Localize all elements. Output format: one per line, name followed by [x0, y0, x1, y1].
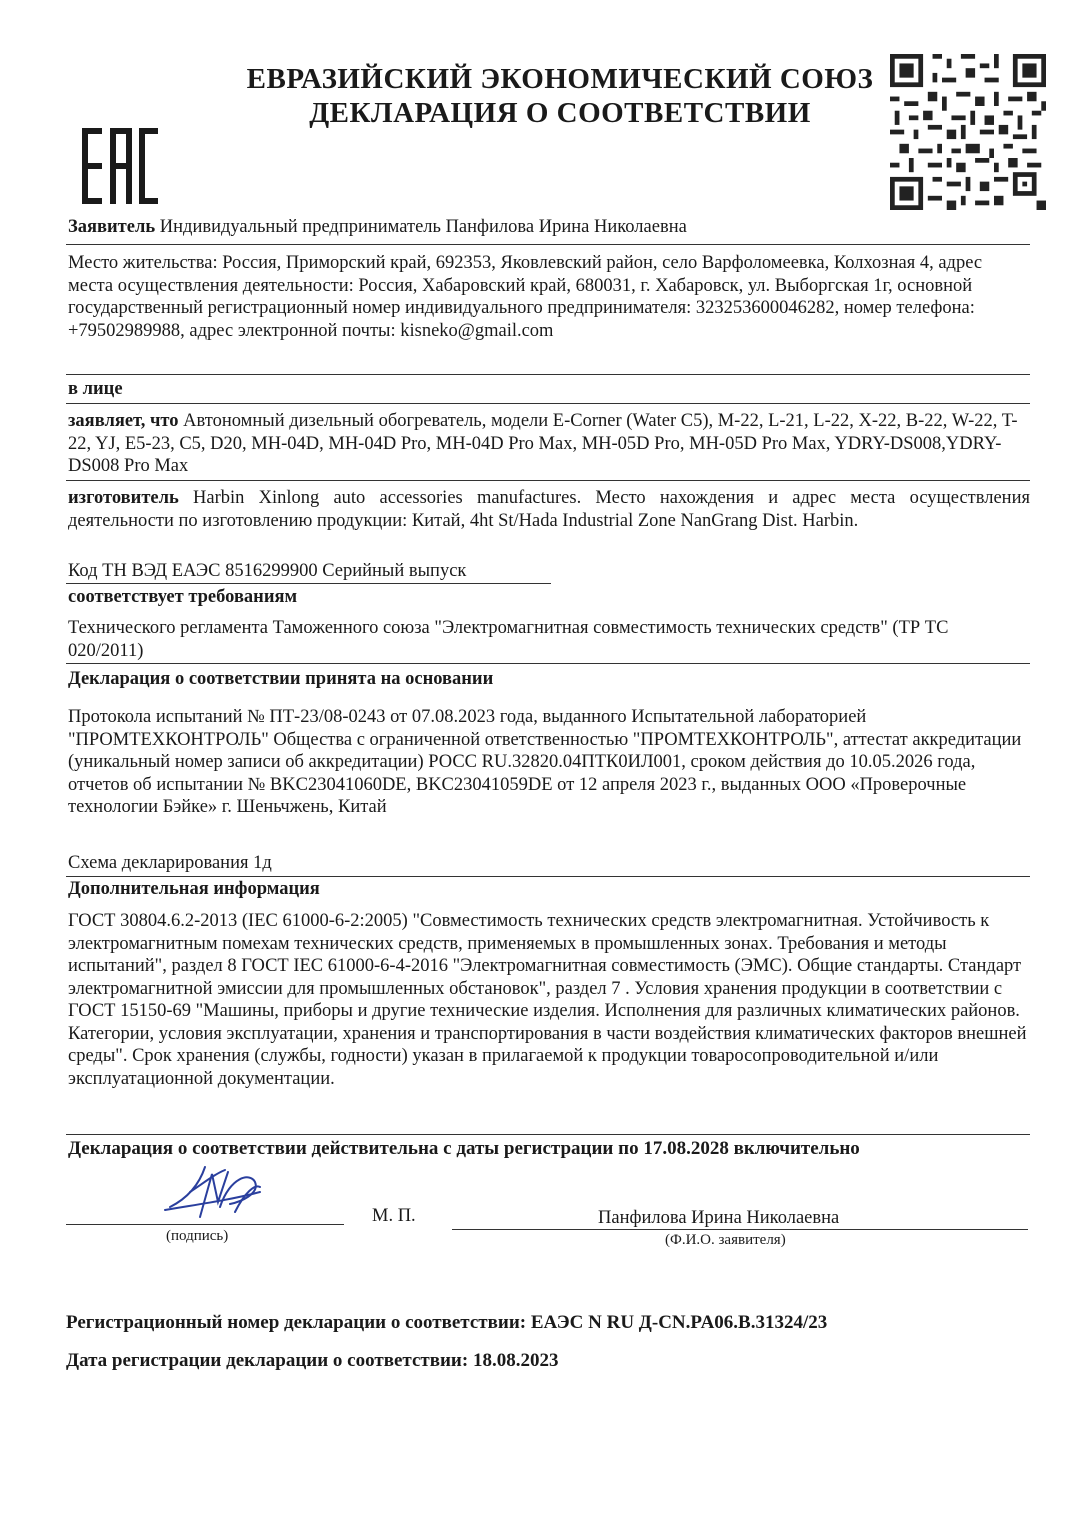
in-person-label: в лице — [68, 379, 123, 399]
declares-text: Автономный дизельный обогреватель, модели E-Corner (Water C5), M-22, L-21, L-22, X-22, B-22, W-22, T-22, YJ, E5-23, C5, D20, MH-04D, MH-04D Pro, MH-04D Pro Max, MH-05D Pro, MH-05D Pro Max, YDRY-DS008,YDRY-DS008 Pro Max — [68, 411, 1018, 476]
scheme-line: Схема декларирования 1д — [68, 853, 272, 873]
declares-block — [68, 410, 1030, 478]
applicant-address: Место жительства: Россия, Приморский край, 692353, Яковлевский район, село Варфоломеевка, Колхозная 4, адрес места осуществления деятельности: Россия, Хабаровский край, 680031, г. Хабаровск, ул. Выборгская 1г, основной государственный регистрационный номер индивидуального предпринимателя: 323253600046282, номер телефона: +79502989988, адрес электронной почты: kisneko@gmail.com — [68, 253, 983, 341]
divider — [66, 374, 1030, 375]
manufacturer-label: изготовитель — [68, 488, 179, 508]
manufacturer-text: Harbin Xinlong auto accessories manufactures. Место нахождения и адрес места осуществления деятельности по изготовлению продукции: Китай, 4ht St/Hada Industrial Zone NanGrang Dist. Harbin. — [68, 488, 1030, 531]
registration-date: Дата регистрации декларации о соответствии: 18.08.2023 — [66, 1350, 559, 1371]
additional-label: Дополнительная информация — [68, 879, 320, 899]
applicant-name: Индивидуальный предприниматель Панфилова Ирина Николаевна — [159, 217, 687, 237]
divider — [66, 583, 551, 584]
stamp-label: М. П. — [372, 1206, 416, 1226]
validity-line: Декларация о соответствии действительна с даты регистрации по 17.08.2028 включительно — [68, 1138, 860, 1159]
divider — [66, 403, 1030, 404]
applicant-label: Заявитель — [68, 217, 156, 237]
signature-scribble-icon — [160, 1162, 270, 1222]
signer-name-line — [452, 1229, 1028, 1230]
registration-number: Регистрационный номер декларации о соответствии: ЕАЭС N RU Д-CN.PA06.B.31324/23 — [66, 1312, 828, 1333]
signer-name-caption: (Ф.И.О. заявителя) — [665, 1232, 786, 1248]
eac-logo-icon — [82, 128, 158, 204]
signer-name: Панфилова Ирина Николаевна — [598, 1208, 840, 1228]
divider — [66, 244, 1030, 245]
applicant-line — [68, 216, 1030, 239]
signature-line — [66, 1224, 344, 1225]
divider — [66, 1134, 1030, 1135]
requirements-text: Технического регламента Таможенного союза "Электромагнитная совместимость технических средств" (ТР ТС 020/2011) — [68, 618, 949, 661]
declares-label: заявляет, что — [68, 411, 179, 431]
divider — [66, 480, 1030, 481]
basis-label: Декларация о соответствии принята на основании — [68, 669, 494, 689]
code-line: Код ТН ВЭД ЕАЭС 8516299900 Серийный выпуск — [68, 561, 467, 581]
basis-text: Протокола испытаний № ПТ-23/08-0243 от 07.08.2023 года, выданного Испытательной лабораторией "ПРОМТЕХКОНТРОЛЬ" Общества с ограниченной ответственностью "ПРОМТЕХКОНТРОЛЬ", аттестат аккредитации (уникальный номер записи об аккредитации) РОСС RU.32820.04ПТК0ИЛ001, сроком действия до 10.05.2026 года, отчетов об испытании № BKC23041060DE, BKC23041059DE от 12 апреля 2023 г., выданных ООО «Проверочные технологии Бэйке» г. Шеньчжень, Китай — [68, 707, 1022, 817]
document-title-line1: ЕВРАЗИЙСКИЙ ЭКОНОМИЧЕСКИЙ СОЮЗ — [246, 63, 874, 95]
document-title-line2: ДЕКЛАРАЦИЯ О СООТВЕТСТВИИ — [309, 97, 811, 129]
manufacturer-block — [68, 487, 1030, 532]
additional-text: ГОСТ 30804.6.2-2013 (IEC 61000-6-2:2005) "Совместимость технических средств электромагнитная. Устойчивость к электромагнитным помехам технических средств, применяемых в промышленных зонах. Требования и методы испытаний", раздел 8 ГОСТ IEC 61000-6-4-2016 "Электромагнитная совместимость (ЭМС). Общие стандарты. Стандарт электромагнитной эмиссии для промышленных обстановок", раздел 7 . Условия хранения продукции в соответствии с ГОСТ 15150-69 "Машины, приборы и другие технические изделия. Исполнения для различных климатических районов. Категории, условия эксплуатации, хранения и транспортирования в части воздействия климатических факторов внешней среды". Срок хранения (службы, годности) указан в прилагаемой к продукции товаросопроводительной и/или эксплуатационной документации. — [68, 911, 1027, 1089]
requirements-label: соответствует требованиям — [68, 587, 298, 607]
divider — [66, 663, 1030, 664]
signature-caption: (подпись) — [166, 1228, 229, 1244]
divider — [66, 876, 1030, 877]
qr-code-icon — [890, 54, 1046, 210]
